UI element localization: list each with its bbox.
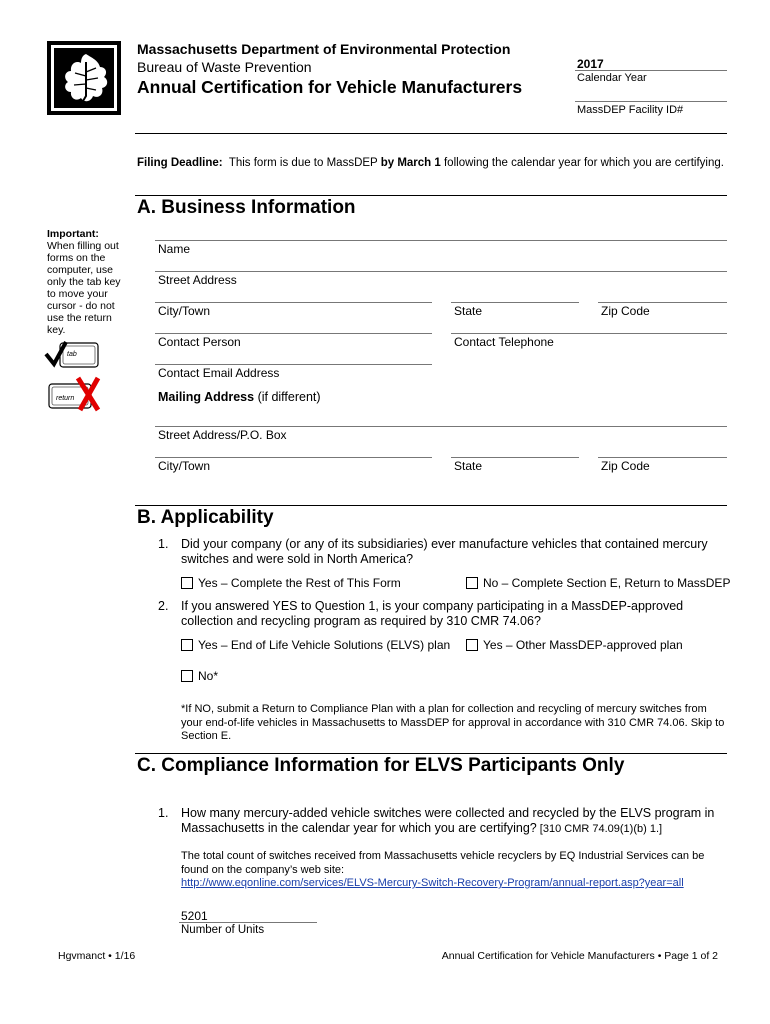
mail-zip-label: Zip Code [601,459,650,473]
eq-annual-report-link[interactable]: http://www.eqonline.com/services/ELVS-Mercury-Switch-Recovery-Program/annual-report.asp?year=all [181,877,684,889]
b-q2-elvs-label: Yes – End of Life Vehicle Solutions (ELVS) plan [198,638,451,652]
b-q2-other-option[interactable] [466,638,683,652]
calendar-year-label: Calendar Year [577,72,647,84]
mail-city-field-line[interactable] [155,457,432,458]
tab-key-icon [44,340,102,370]
b-q2-elvs-checkbox[interactable] [181,639,193,651]
footer-right: Annual Certification for Vehicle Manufacturers • Page 1 of 2 [441,950,718,962]
calendar-year-value[interactable]: 2017 [577,57,604,71]
important-label: Important: [47,228,99,240]
section-c-title: C. Compliance Information for ELVS Participants Only [137,755,625,776]
c-q1-number: 1. [158,806,169,820]
return-key-label: return [56,395,75,402]
contact-person-field-line[interactable] [155,333,432,334]
state-field-line[interactable] [451,302,579,303]
city-label: City/Town [158,304,211,318]
name-label: Name [158,242,191,256]
mail-state-label: State [454,459,483,473]
zip-label: Zip Code [601,304,650,318]
units-value[interactable]: 5201 [181,909,208,923]
section-a-title: A. Business Information [137,197,356,218]
zip-field-line[interactable] [598,302,727,303]
b-q1-yes-label: Yes – Complete the Rest of This Form [198,576,401,590]
b-q2-number: 2. [158,599,169,613]
mailing-rest: (if different) [254,390,321,404]
b-q1-number: 1. [158,537,169,551]
c-info: The total count of switches received from Massachusetts vehicle recyclers by EQ Industrial Services can be found on the company’s web site: [181,850,705,876]
footer-left: Hgvmanct • 1/16 [58,950,136,962]
state-label: State [454,304,483,318]
mail-street-field-line[interactable] [155,426,727,427]
section-b-divider [135,505,727,506]
units-field-line [179,922,317,923]
oak-leaf-icon [46,40,122,116]
form-title: Annual Certification for Vehicle Manufacturers [137,77,523,97]
filing-text-before: This form is due to MassDEP [228,157,381,169]
street-label: Street Address [158,273,237,287]
city-field-line[interactable] [155,302,432,303]
mailing-bold: Mailing Address [158,390,255,404]
section-a-divider [135,195,727,196]
b-q2-elvs-option[interactable] [181,638,450,652]
mail-zip-field-line[interactable] [598,457,727,458]
bureau-name: Bureau of Waste Prevention [137,59,312,75]
contact-phone-field-line[interactable] [451,333,727,334]
street-field-line[interactable] [155,271,727,272]
c-q1-reference: [310 CMR 74.09(1)(b) 1.] [536,823,663,835]
return-key-icon [44,376,106,412]
name-field-line[interactable] [155,240,727,241]
filing-date: by March 1 [380,157,441,169]
calendar-year-field-line [575,70,727,71]
contact-phone-label: Contact Telephone [454,335,554,349]
contact-email-field-line[interactable] [155,364,432,365]
b-q2-other-checkbox[interactable] [466,639,478,651]
important-text: When filling out forms on the computer, use only the tab key to move your cursor - do not use the return key. [47,240,121,336]
b-q1-no-checkbox[interactable] [466,577,478,589]
b-q2-other-label: Yes – Other MassDEP-approved plan [483,638,683,652]
c-q1-text [181,806,726,837]
b-q1-yes-option[interactable] [181,576,401,590]
b-q1-no-option[interactable] [466,576,730,590]
b-q1-no-label: No – Complete Section E, Return to MassDEP [483,576,731,590]
units-label: Number of Units [181,924,265,936]
b-q2-no-option[interactable] [181,669,218,683]
mail-state-field-line[interactable] [451,457,579,458]
b-q2-text: If you answered YES to Question 1, is your company participating in a MassDEP-approved collection and recycling program as required by 310 CMR 74.06? [181,599,684,628]
b-note: *If NO, submit a Return to Compliance Plan with a plan for collection and recycling of mercury switches from your end-of-life vehicles in Massachusetts to MassDEP for approval in accordance with 310 CMR 74.06. Skip to Section E. [181,703,725,742]
important-note [47,228,125,336]
b-q2-no-label: No* [198,669,219,683]
contact-email-label: Contact Email Address [158,366,280,380]
section-b-title: B. Applicability [137,507,274,528]
filing-deadline [137,157,724,169]
facility-id-field-line[interactable] [575,101,727,102]
b-q1-yes-checkbox[interactable] [181,577,193,589]
b-q1-text: Did your company (or any of its subsidiaries) ever manufacture vehicles that contained mercury switches and were sold in North America? [181,537,708,566]
b-q2-no-checkbox[interactable] [181,670,193,682]
agency-name: Massachusetts Department of Environmental Protection [137,41,511,57]
c-q1-question: How many mercury-added vehicle switches were collected and recycled by the ELVS program in Massachusetts in the calendar year for which you are certifying? [181,806,715,835]
filing-text-after: following the calendar year for which you are certifying. [440,157,724,169]
contact-person-label: Contact Person [158,335,241,349]
mail-city-label: City/Town [158,459,211,473]
mailing-address-heading [158,390,321,404]
facility-id-label: MassDEP Facility ID# [577,104,684,116]
filing-deadline-label: Filing Deadline: [137,157,223,169]
tab-key-label: tab [67,351,77,358]
section-c-divider [135,753,727,754]
mail-street-label: Street Address/P.O. Box [158,428,287,442]
massdep-logo [46,40,122,116]
header-divider [135,133,727,134]
